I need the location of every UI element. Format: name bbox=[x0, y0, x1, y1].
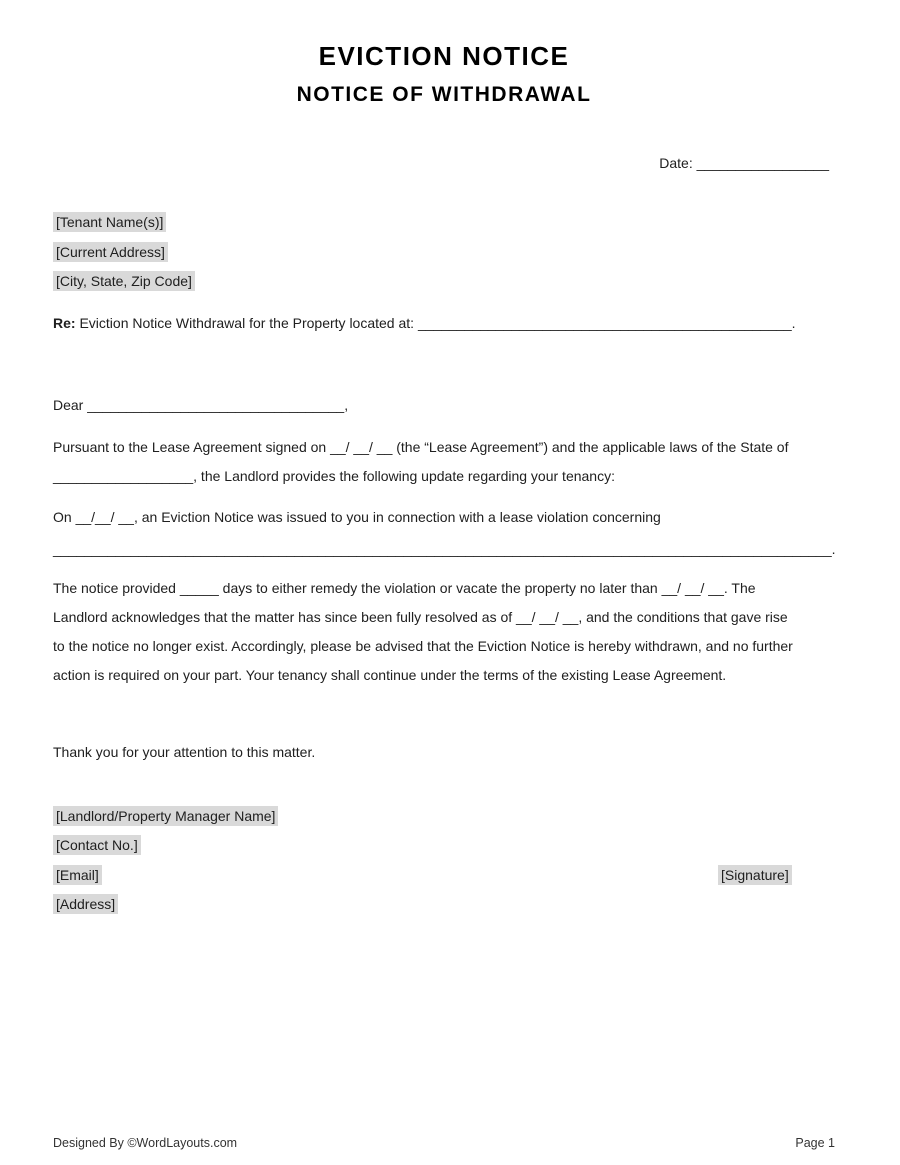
paragraph-withdrawal-line-2: Landlord acknowledges that the matter has since been fully resolved as of __/ __/ __, and the conditions that gave rise bbox=[53, 608, 788, 625]
date-blank-line: _________________ bbox=[696, 155, 829, 171]
paragraph-withdrawal-line-1: The notice provided _____ days to either remedy the violation or vacate the property no later than __/ __/ __. The bbox=[53, 579, 756, 596]
re-text: Eviction Notice Withdrawal for the Property located at: bbox=[79, 314, 418, 331]
document-title: EVICTION NOTICE bbox=[318, 41, 570, 71]
recipient-block bbox=[53, 208, 835, 297]
re-subject-line bbox=[53, 309, 835, 338]
salutation-suffix: , bbox=[344, 396, 349, 413]
paragraph-lease-line-2: __________________, the Landlord provides the following update regarding your tenancy: bbox=[53, 467, 615, 484]
paragraph-eviction-notice bbox=[53, 503, 835, 564]
page-footer bbox=[53, 1135, 835, 1151]
recipient-current-address-field: [Current Address] bbox=[53, 242, 168, 262]
recipient-tenant-name-field: [Tenant Name(s)] bbox=[53, 212, 166, 232]
document-subtitle: NOTICE OF WITHDRAWAL bbox=[296, 83, 592, 106]
date-row bbox=[53, 152, 835, 174]
re-label: Re: bbox=[53, 314, 80, 331]
footer-credit: Designed By ©WordLayouts.com bbox=[53, 1136, 238, 1150]
salutation-line bbox=[53, 391, 835, 420]
violation-description-blank-line: ____________________________________________________________________________________________________. bbox=[53, 540, 836, 557]
paragraph-lease-agreement bbox=[53, 433, 835, 491]
paragraph-withdrawal bbox=[53, 574, 835, 690]
signature-landlord-name-field: [Landlord/Property Manager Name] bbox=[53, 806, 278, 826]
signature-contact-no-field: [Contact No.] bbox=[53, 835, 141, 855]
signature-block bbox=[53, 802, 835, 920]
date-label: Date: bbox=[659, 155, 697, 171]
footer-page-number: Page 1 bbox=[795, 1136, 835, 1150]
paragraph-notice-line-1: On __/__/ __, an Eviction Notice was issued to you in connection with a lease violation concerning bbox=[53, 508, 661, 525]
signature-address-field: [Address] bbox=[53, 894, 118, 914]
closing-line: Thank you for your attention to this matter. bbox=[53, 743, 316, 760]
paragraph-withdrawal-line-4: action is required on your part. Your tenancy shall continue under the terms of the existing Lease Agreement. bbox=[53, 666, 727, 683]
paragraph-lease-line-1: Pursuant to the Lease Agreement signed on __/ __/ __ (the “Lease Agreement”) and the applicable laws of the State of bbox=[53, 438, 789, 455]
paragraph-withdrawal-line-3: to the notice no longer exist. Accordingly, please be advised that the Eviction Notice is hereby withdrawn, and no further bbox=[53, 637, 793, 654]
re-blank-line: ________________________________________________ bbox=[417, 314, 792, 331]
salutation-blank-line: _________________________________ bbox=[87, 396, 345, 413]
signature-signature-field: [Signature] bbox=[718, 865, 792, 885]
re-suffix: . bbox=[791, 314, 796, 331]
signature-email-field: [Email] bbox=[53, 865, 102, 885]
salutation-prefix: Dear bbox=[53, 396, 88, 413]
recipient-city-state-zip-field: [City, State, Zip Code] bbox=[53, 271, 195, 291]
